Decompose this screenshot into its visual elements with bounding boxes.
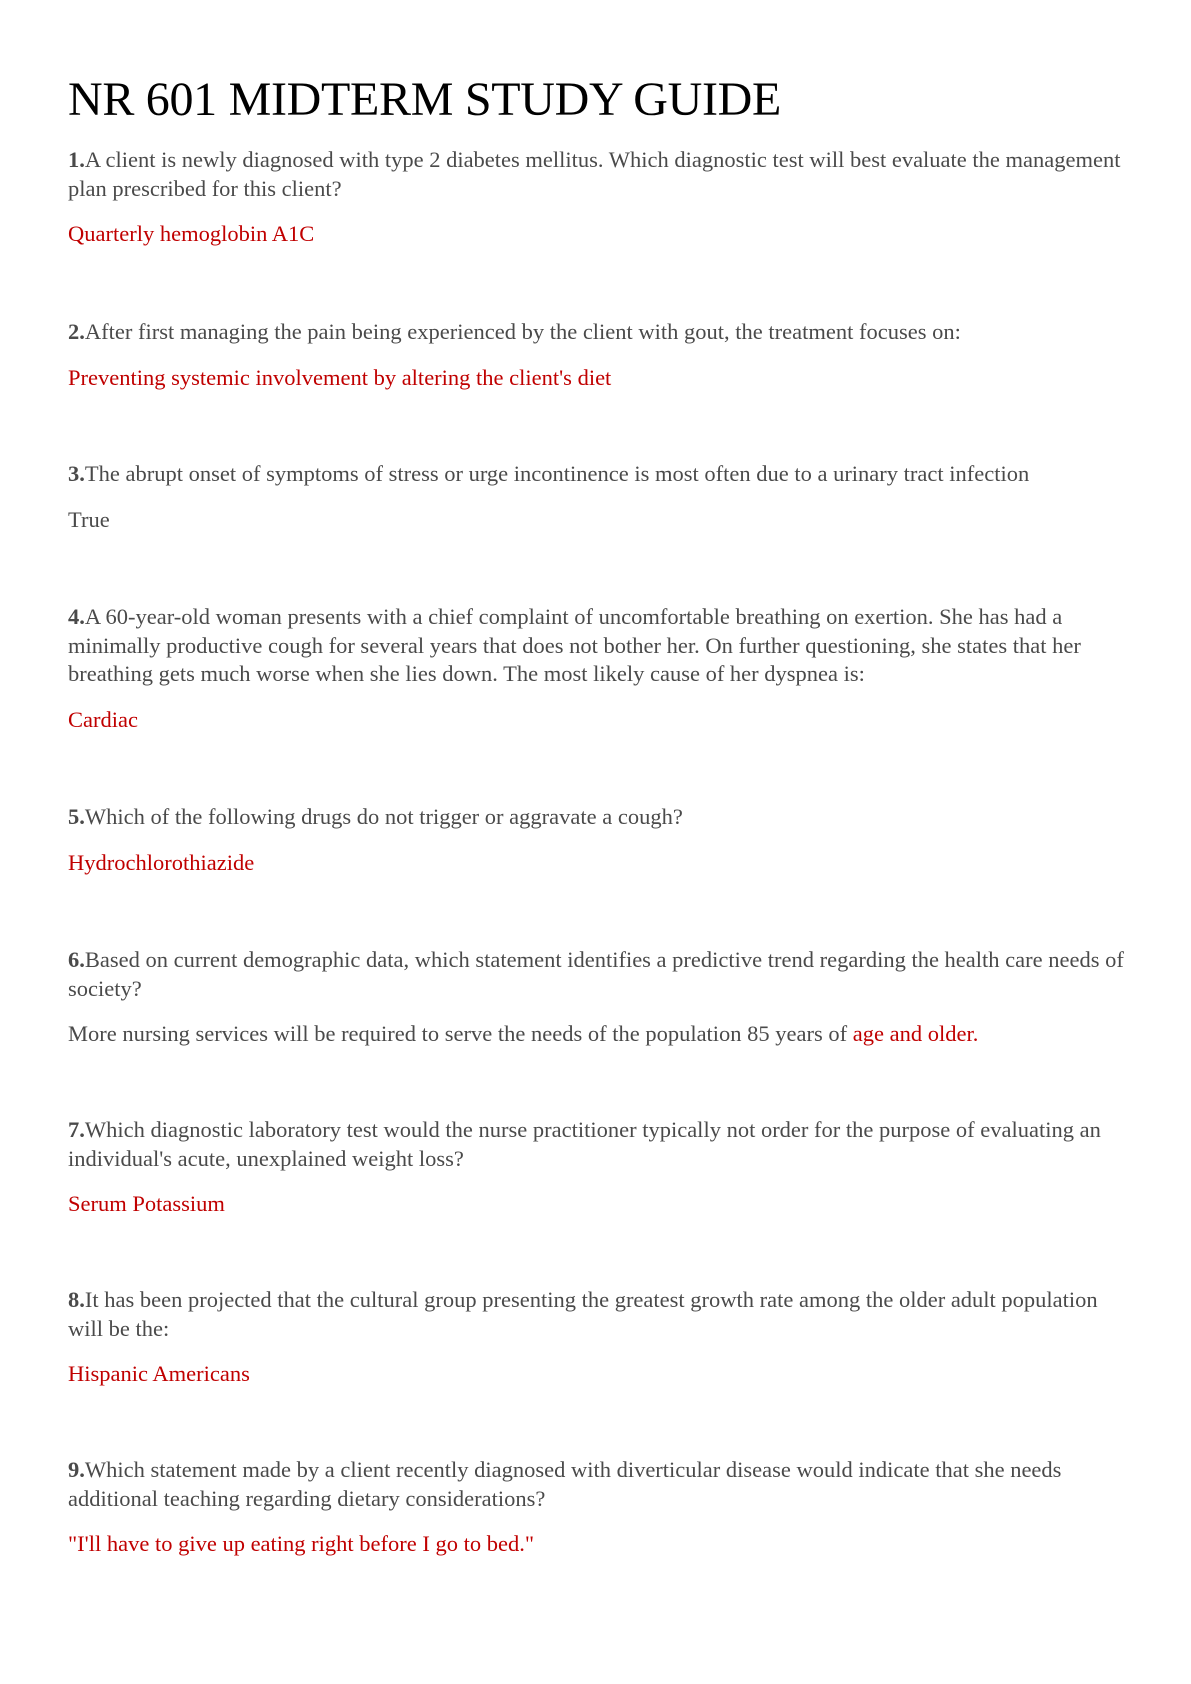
answer-7: Serum Potassium [68,1191,225,1216]
answer-6 [68,1020,1128,1049]
question-block-7 [68,1116,1128,1219]
answer-5: Hydrochlorothiazide [68,849,255,875]
answer-1: Quarterly hemoglobin A1C [68,221,315,246]
question-number: 4. [68,604,85,629]
answer-4: Cardiac [68,706,138,732]
question-text: After first managing the pain being experienced by the client with gout, the treatment focuses on: [84,319,961,344]
question-number: 8. [68,1287,85,1312]
question-block-6 [68,946,1128,1049]
question-number: 6. [68,947,85,972]
question-block-3 [68,460,1128,534]
answer-6-part1: More nursing services will be required to serve the needs of the population 85 years of [68,1021,853,1046]
question-block-5 [68,803,1128,877]
question-6 [68,946,1128,1003]
question-text: Which statement made by a client recently diagnosed with diverticular disease would indicate that she needs additional teaching regarding dietary considerations? [68,1457,1062,1511]
question-text: Which of the following drugs do not trigger or aggravate a cough? [84,804,683,829]
question-2 [68,318,1128,347]
question-4 [68,603,1128,689]
question-1 [68,146,1128,203]
answer-6-part2: age and older. [852,1021,979,1046]
question-text: Which diagnostic laboratory test would the nurse practitioner typically not order for the purpose of evaluating an individual's acute, unexplained weight loss? [68,1117,1101,1171]
question-number: 5. [68,804,85,829]
question-block-2 [68,318,1128,392]
answer-8: Hispanic Americans [68,1361,250,1386]
question-block-9 [68,1456,1128,1559]
question-8 [68,1286,1128,1343]
question-text: Based on current demographic data, which statement identifies a predictive trend regarding the health care needs of society? [68,947,1124,1001]
question-text: A client is newly diagnosed with type 2 diabetes mellitus. Which diagnostic test will best evaluate the management plan prescribed for this client? [68,147,1121,201]
question-block-8 [68,1286,1128,1389]
question-number: 1. [68,147,85,172]
question-5 [68,803,1128,832]
document-title: NR 601 MIDTERM STUDY GUIDE [68,73,782,126]
question-text: It has been projected that the cultural group presenting the greatest growth rate among the older adult population will be the: [68,1287,1098,1341]
question-number: 9. [68,1457,85,1482]
question-text: A 60-year-old woman presents with a chief complaint of uncomfortable breathing on exertion. She has had a minimally productive cough for several years that does not bother her. On further questioning, she states that her breathing gets much worse when she lies down. The most likely cause of her dyspnea is: [68,604,1081,686]
question-number: 2. [68,319,85,344]
question-number: 3. [68,461,85,486]
question-7 [68,1116,1128,1173]
answer-2: Preventing systemic involvement by altering the client's diet [68,364,612,390]
question-number: 7. [68,1117,85,1142]
answer-9: "I'll have to give up eating right before I go to bed." [68,1531,535,1556]
question-3 [68,460,1128,489]
question-text: The abrupt onset of symptoms of stress or urge incontinence is most often due to a urinary tract infection [84,461,1030,486]
question-block-4 [68,603,1128,734]
answer-3: True [68,506,110,532]
question-9 [68,1456,1128,1513]
question-block-1 [68,146,1128,249]
